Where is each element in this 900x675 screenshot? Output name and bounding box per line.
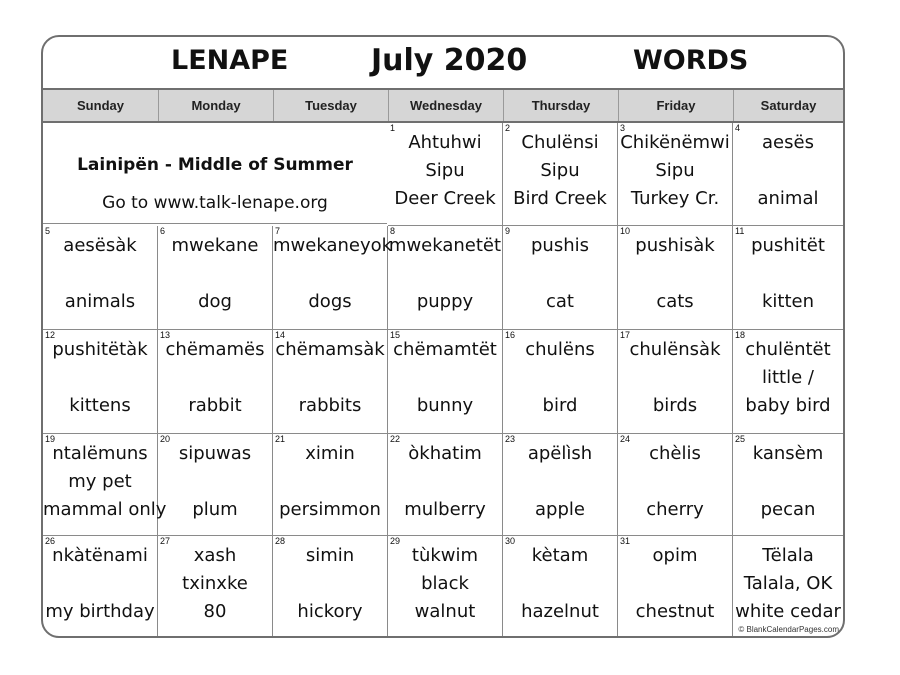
- cell-text-line: Chikënëmwi: [620, 132, 730, 153]
- cell-text-line: Deer Creek: [394, 188, 496, 209]
- cell-text-line: Ahtuhwi: [408, 132, 482, 153]
- day-number: 2: [505, 123, 511, 133]
- day-cell[interactable]: [388, 434, 503, 536]
- cell-text-line: chulëntët: [745, 339, 831, 360]
- day-number: 23: [505, 434, 516, 444]
- cell-text-line: cherry: [646, 499, 704, 520]
- cell-text-line: chulëns: [525, 339, 595, 360]
- calendar-frame: [41, 35, 845, 638]
- day-number: 3: [620, 123, 626, 133]
- cell-text-line: pushitët: [751, 235, 825, 256]
- day-cell[interactable]: [618, 123, 733, 226]
- cell-text-line: opim: [652, 545, 698, 566]
- day-cell[interactable]: [503, 330, 618, 434]
- day-number: 21: [275, 434, 286, 444]
- weekday-tuesday: Tuesday: [273, 90, 388, 121]
- day-cell[interactable]: [158, 434, 273, 536]
- calendar-header: [43, 37, 843, 89]
- day-number: 30: [505, 536, 516, 546]
- cell-text-line: pushitëtàk: [52, 339, 148, 360]
- day-number: 29: [390, 536, 401, 546]
- cell-text-line: rabbit: [188, 395, 242, 416]
- cell-text-line: simin: [305, 545, 355, 566]
- day-cell[interactable]: [43, 226, 158, 330]
- day-number: 9: [505, 226, 511, 236]
- cell-text-line: bird: [542, 395, 578, 416]
- day-cell[interactable]: [618, 226, 733, 330]
- day-number: 20: [160, 434, 171, 444]
- day-number: 26: [45, 536, 56, 546]
- cell-text-line: dog: [198, 291, 232, 312]
- day-number: 17: [620, 330, 631, 340]
- cell-text-line: txinxke: [182, 573, 248, 594]
- weekday-friday: Friday: [618, 90, 733, 121]
- day-cell[interactable]: [388, 536, 503, 638]
- day-cell[interactable]: [273, 536, 388, 638]
- cell-text-line: kitten: [761, 291, 815, 312]
- cell-text-line: pushisàk: [635, 235, 715, 256]
- weekday-monday: Monday: [158, 90, 273, 121]
- cell-text-line: my pet: [68, 471, 132, 492]
- cell-text-line: Chulënsi: [521, 132, 599, 153]
- cell-text-line: birds: [652, 395, 698, 416]
- cell-text-line: hickory: [297, 601, 363, 622]
- cell-text-line: Sipu: [655, 160, 695, 181]
- cell-text-line: Turkey Cr.: [630, 188, 720, 209]
- day-cell[interactable]: [618, 330, 733, 434]
- cell-text-line: aesësàk: [63, 235, 137, 256]
- intro-title: Lainipën - Middle of Summer: [77, 155, 353, 175]
- cell-text-line: pecan: [760, 499, 816, 520]
- day-cell[interactable]: [503, 434, 618, 536]
- cell-text-line: hazelnut: [521, 601, 599, 622]
- cell-text-line: Sipu: [425, 160, 465, 181]
- day-cell[interactable]: [503, 123, 618, 226]
- day-number: 14: [275, 330, 286, 340]
- cell-text-line: black: [421, 573, 469, 594]
- day-cell[interactable]: [733, 226, 843, 330]
- day-number: 15: [390, 330, 401, 340]
- cell-text-line: walnut: [414, 601, 476, 622]
- cell-text-line: Talala, OK: [743, 573, 833, 594]
- cell-text-line: little /: [762, 367, 814, 388]
- cell-text-line: apëlìsh: [527, 443, 593, 464]
- day-cell[interactable]: [158, 226, 273, 330]
- cell-text-line: ntalëmuns: [52, 443, 148, 464]
- cell-text-line: òkhatim: [408, 443, 482, 464]
- day-cell[interactable]: [618, 434, 733, 536]
- day-cell[interactable]: [388, 226, 503, 330]
- day-number: 11: [735, 226, 745, 236]
- day-number: 1: [390, 123, 396, 133]
- cell-text-line: tùkwim: [411, 545, 479, 566]
- cell-text-line: white cedar: [735, 601, 841, 622]
- day-number: 27: [160, 536, 171, 546]
- cell-text-line: chëmamtët: [393, 339, 497, 360]
- cell-text-line: chulënsàk: [629, 339, 721, 360]
- day-number: 12: [45, 330, 56, 340]
- cell-text-line: cats: [656, 291, 694, 312]
- weekday-thursday: Thursday: [503, 90, 618, 121]
- weekday-wednesday: Wednesday: [388, 90, 503, 121]
- day-cell[interactable]: [733, 536, 843, 638]
- day-cell[interactable]: [273, 434, 388, 536]
- cell-text-line: mwekane: [171, 235, 259, 256]
- intro-link: Go to www.talk-lenape.org: [102, 193, 328, 213]
- cell-text-line: chëmamsàk: [275, 339, 385, 360]
- day-number: 22: [390, 434, 401, 444]
- cell-text-line: Bird Creek: [513, 188, 607, 209]
- cell-text-line: mammal only: [43, 499, 167, 520]
- day-number: 19: [45, 434, 56, 444]
- cell-text-line: xash: [193, 545, 237, 566]
- day-number: 31: [620, 536, 631, 546]
- cell-text-line: ximin: [305, 443, 355, 464]
- day-cell[interactable]: [733, 123, 843, 226]
- header-left-label: LENAPE: [171, 45, 289, 76]
- day-cell[interactable]: [388, 330, 503, 434]
- cell-text-line: cat: [546, 291, 574, 312]
- day-cell[interactable]: [388, 123, 503, 226]
- day-number: 28: [275, 536, 286, 546]
- cell-text-line: kittens: [69, 395, 131, 416]
- credit-text: © BlankCalendarPages.com: [738, 625, 839, 634]
- day-cell[interactable]: [43, 330, 158, 434]
- day-cell[interactable]: [273, 226, 393, 330]
- day-number: 25: [735, 434, 746, 444]
- cell-text-line: Sipu: [540, 160, 580, 181]
- cell-text-line: dogs: [308, 291, 352, 312]
- day-number: 16: [505, 330, 516, 340]
- day-number: 8: [390, 226, 396, 236]
- day-number: 6: [160, 226, 166, 236]
- day-cell[interactable]: [618, 536, 733, 638]
- cell-text-line: my birthday: [45, 601, 155, 622]
- cell-text-line: sipuwas: [178, 443, 252, 464]
- weekday-sunday: Sunday: [77, 98, 124, 113]
- day-number: 13: [160, 330, 171, 340]
- cell-text-line: Tëlala: [762, 545, 814, 566]
- weekday-header-row: [43, 88, 843, 123]
- day-cell[interactable]: [503, 536, 618, 638]
- day-number: 10: [620, 226, 631, 236]
- day-cell[interactable]: [733, 434, 843, 536]
- day-cell[interactable]: [733, 330, 843, 434]
- day-number: 7: [275, 226, 281, 236]
- cell-text-line: chèlis: [649, 443, 701, 464]
- cell-text-line: chestnut: [635, 601, 715, 622]
- day-number: 24: [620, 434, 631, 444]
- month-title: July 2020: [371, 43, 528, 78]
- day-cell[interactable]: [43, 536, 158, 638]
- cell-text-line: aesës: [762, 132, 814, 153]
- cell-text-line: animals: [64, 291, 136, 312]
- cell-text-line: kètam: [531, 545, 589, 566]
- cell-text-line: apple: [535, 499, 585, 520]
- cell-text-line: rabbits: [298, 395, 362, 416]
- weekday-saturday: Saturday: [733, 90, 843, 121]
- cell-text-line: animal: [757, 188, 819, 209]
- cell-text-line: baby bird: [745, 395, 831, 416]
- day-cell[interactable]: [273, 330, 388, 434]
- day-cell[interactable]: [503, 226, 618, 330]
- cell-text-line: kansèm: [752, 443, 824, 464]
- cell-text-line: persimmon: [279, 499, 381, 520]
- cell-text-line: bunny: [416, 395, 474, 416]
- cell-text-line: pushis: [531, 235, 589, 256]
- day-number: 18: [735, 330, 746, 340]
- day-number: 4: [735, 123, 741, 133]
- day-cell[interactable]: [158, 330, 273, 434]
- cell-text-line: mwekaneyok: [273, 235, 393, 256]
- cell-text-line: plum: [192, 499, 238, 520]
- cell-text-line: mulberry: [404, 499, 486, 520]
- day-cell[interactable]: [158, 536, 273, 638]
- cell-text-line: mwekanetët: [388, 235, 502, 256]
- header-right-label: WORDS: [633, 45, 749, 76]
- cell-text-line: puppy: [416, 291, 474, 312]
- cell-text-line: nkàtënami: [52, 545, 148, 566]
- cell-text-line: 80: [203, 601, 227, 622]
- cell-text-line: chëmamës: [165, 339, 265, 360]
- intro-block: [43, 123, 387, 224]
- day-number: 5: [45, 226, 51, 236]
